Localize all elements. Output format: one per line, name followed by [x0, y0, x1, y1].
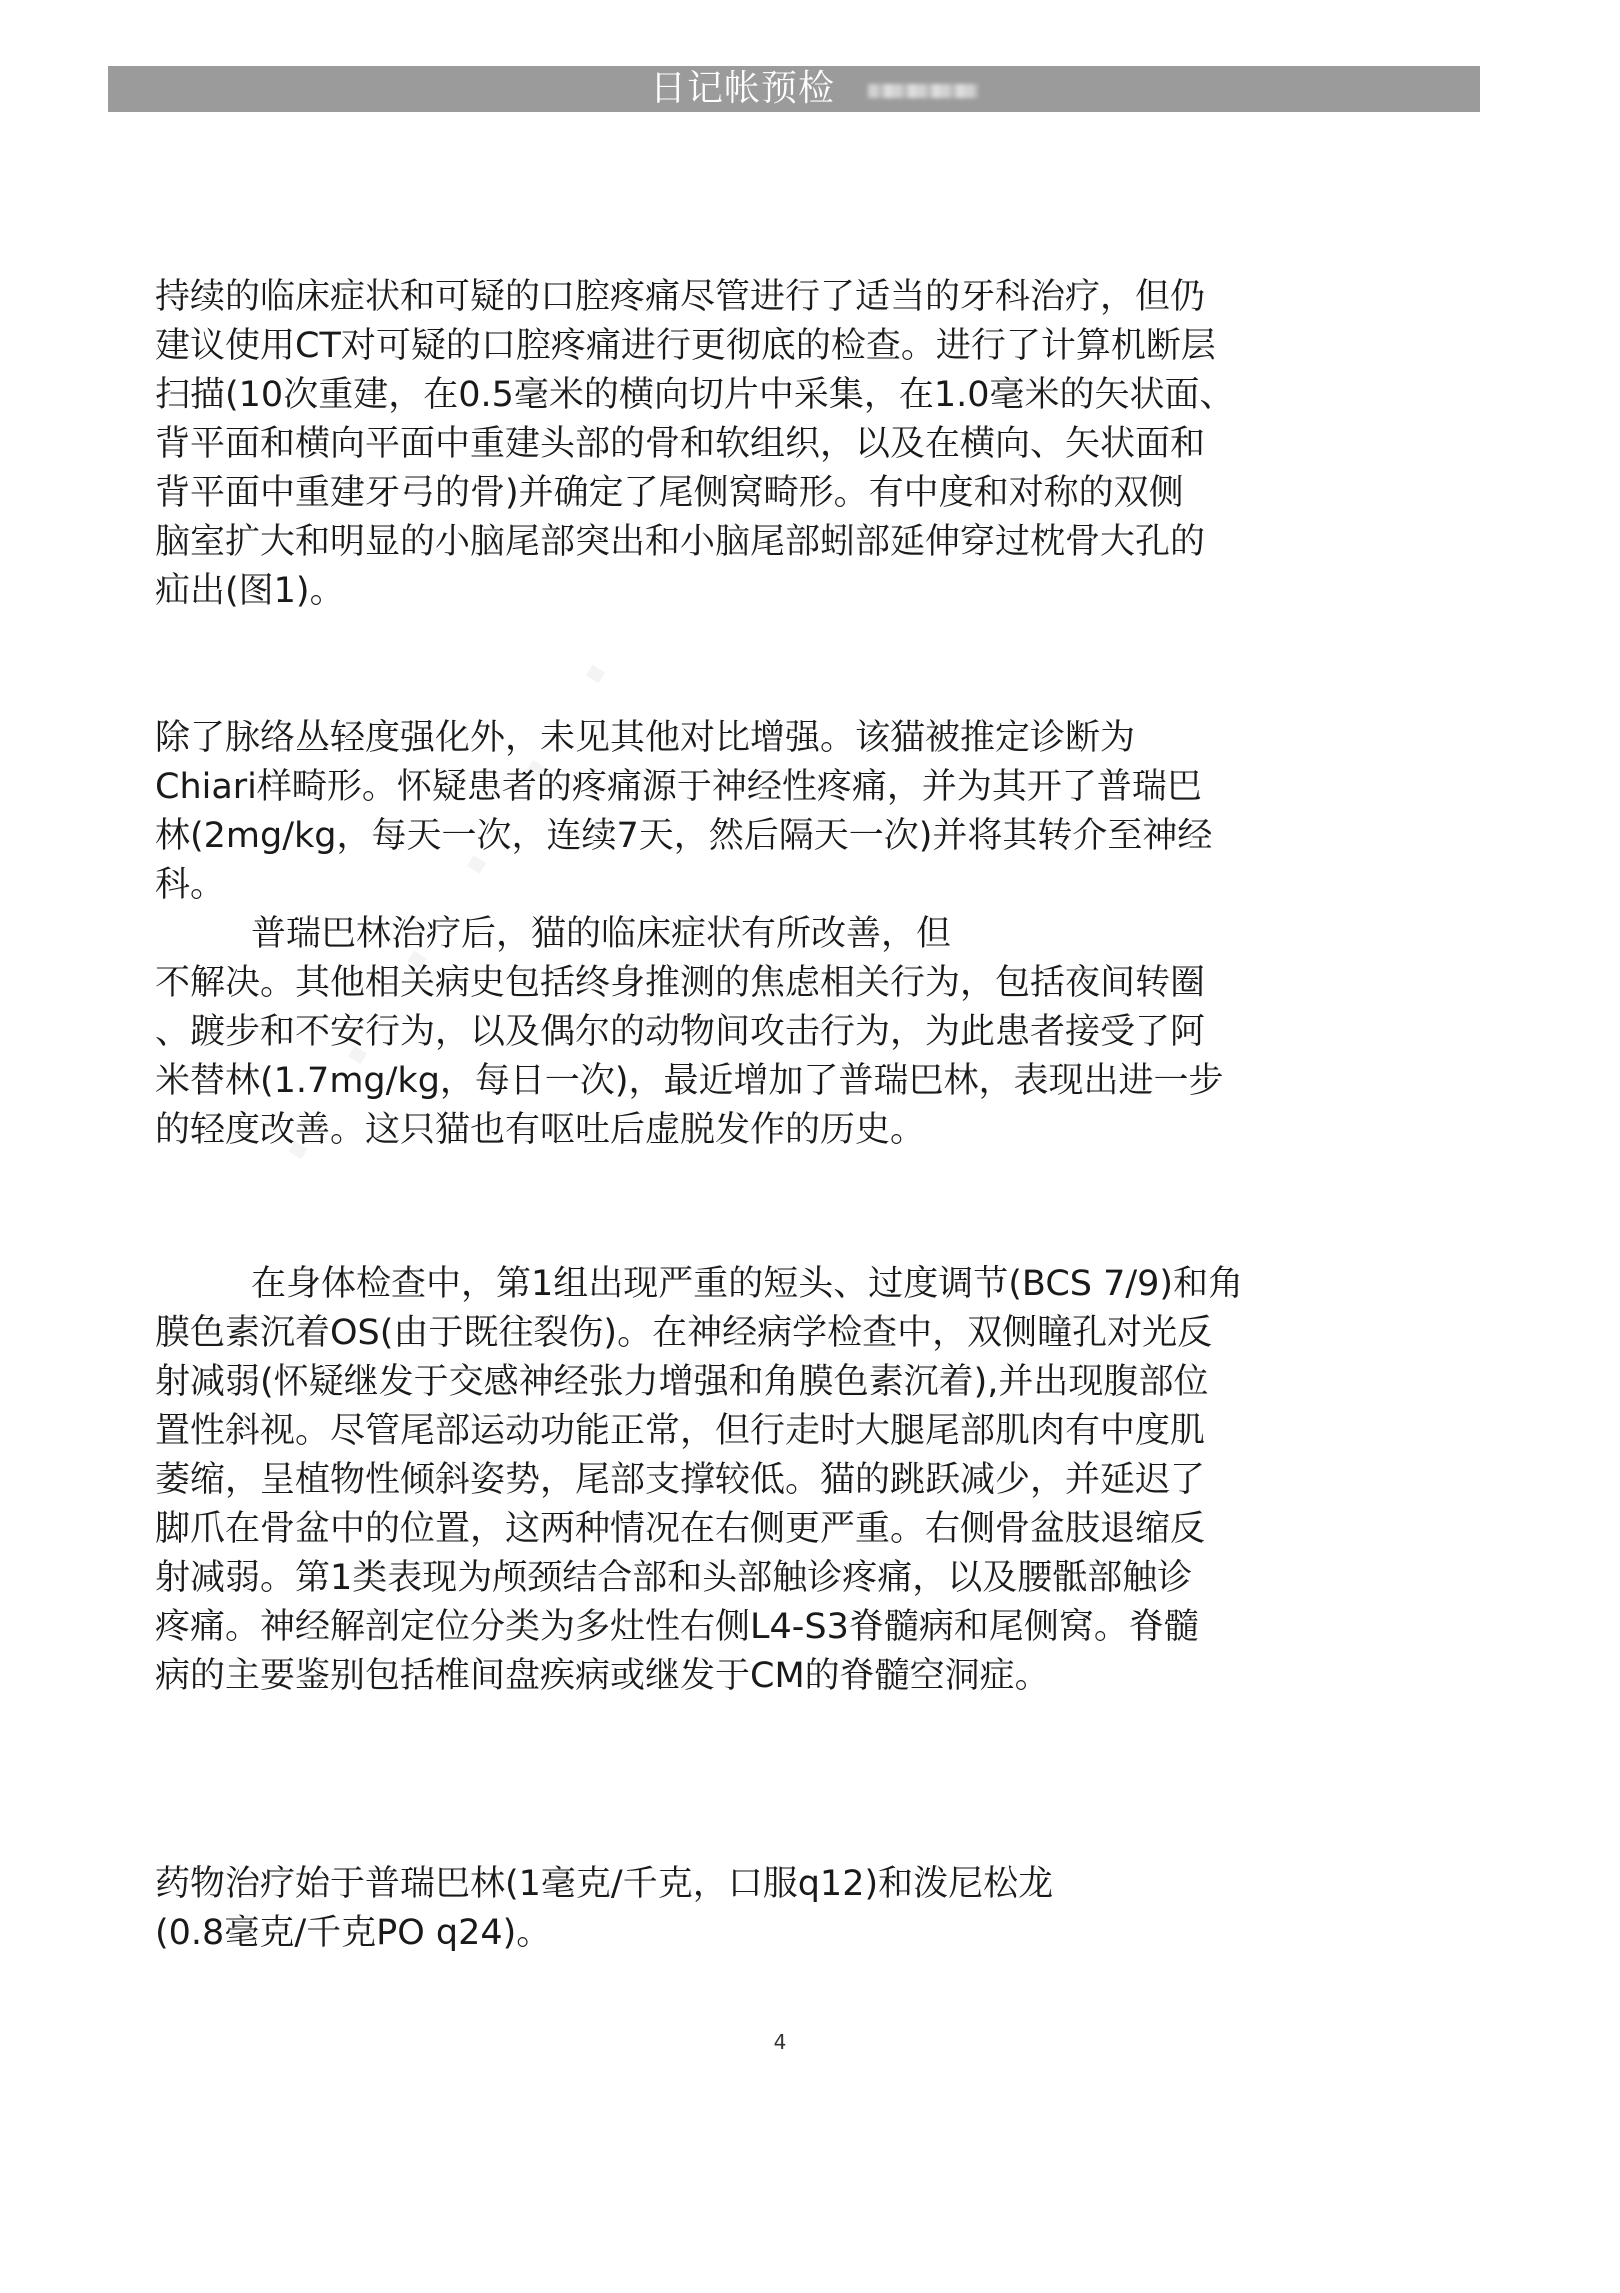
text-line: 林(2mg/kg，每天一次，连续7天，然后隔天一次)并将其转介至神经 [155, 816, 1213, 856]
header-title: 日记帐预检 [650, 68, 836, 109]
text-line: 米替林(1.7mg/kg，每日一次)，最近增加了普瑞巴林，表现出进一步 [155, 1061, 1224, 1101]
page-number: 4 [773, 2030, 787, 2054]
text-line: 萎缩，呈植物性倾斜姿势，尾部支撑较低。猫的跳跃减少，并延迟了 [155, 1460, 1206, 1500]
text-line: 背平面和横向平面中重建头部的骨和软组织，以及在横向、矢状面和 [155, 424, 1206, 464]
text-line: 扫描(10次重建，在0.5毫米的横向切片中采集，在1.0毫米的矢状面、 [155, 375, 1235, 415]
text-line: (0.8毫克/千克PO q24)。 [155, 1913, 552, 1953]
text-line: 病的主要鉴别包括椎间盘疾病或继发于CM的脊髓空洞症。 [155, 1656, 1050, 1696]
text-line: 建议使用CT对可疑的口腔疼痛进行更彻底的检查。进行了计算机断层 [155, 326, 1216, 366]
text-line: 疝出(图1)。 [155, 571, 345, 611]
text-line: 脑室扩大和明显的小脑尾部突出和小脑尾部蚓部延伸穿过枕骨大孔的 [155, 522, 1206, 562]
text-line: 的轻度改善。这只猫也有呕吐后虚脱发作的历史。 [155, 1110, 926, 1150]
text-line: 脚爪在骨盆中的位置，这两种情况在右侧更严重。右侧骨盆肢退缩反 [155, 1509, 1206, 1549]
text-line: 、踱步和不安行为，以及偶尔的动物间攻击行为，为此患者接受了阿 [155, 1012, 1206, 1052]
text-line: 普瑞巴林治疗后，猫的临床症状有所改善，但 [251, 914, 952, 954]
paragraph-physical-exam [155, 1260, 1395, 1701]
text-line: 在身体检查中，第1组出现严重的短头、过度调节(BCS 7/9)和角 [251, 1264, 1244, 1304]
text-line: 射减弱(怀疑继发于交感神经张力增强和角膜色素沉着),并出现腹部位 [155, 1362, 1209, 1402]
paragraph-treatment [155, 1860, 1395, 1958]
text-line: 持续的临床症状和可疑的口腔疼痛尽管进行了适当的牙科治疗，但仍 [155, 277, 1206, 317]
text-line: 不解决。其他相关病史包括终身推测的焦虑相关行为，包括夜间转圈 [155, 963, 1206, 1003]
text-line: 背平面中重建牙弓的骨)并确定了尾侧窝畸形。有中度和对称的双侧 [155, 473, 1184, 513]
text-line: 疼痛。神经解剖定位分类为多灶性右侧L4-S3脊髓病和尾侧窝。脊髓 [155, 1607, 1199, 1647]
header-blurred-text [868, 84, 978, 98]
text-line: 射减弱。第1类表现为颅颈结合部和头部触诊疼痛，以及腰骶部触诊 [155, 1558, 1193, 1598]
text-line: Chiari样畸形。怀疑患者的疼痛源于神经性疼痛，并为其开了普瑞巴 [155, 767, 1202, 807]
paragraph-diagnosis-history [155, 714, 1395, 1155]
paragraph-ct-findings [155, 273, 1395, 616]
text-line: 置性斜视。尽管尾部运动功能正常，但行走时大腿尾部肌肉有中度肌 [155, 1411, 1206, 1451]
text-line: 除了脉络丛轻度强化外，未见其他对比增强。该猫被推定诊断为 [155, 718, 1136, 758]
text-line: 药物治疗始于普瑞巴林(1毫克/千克，口服q12)和泼尼松龙 [155, 1864, 1054, 1904]
text-line: 科。 [155, 865, 226, 905]
text-line: 膜色素沉着OS(由于既往裂伤)。在神经病学检查中，双侧瞳孔对光反 [155, 1313, 1213, 1353]
